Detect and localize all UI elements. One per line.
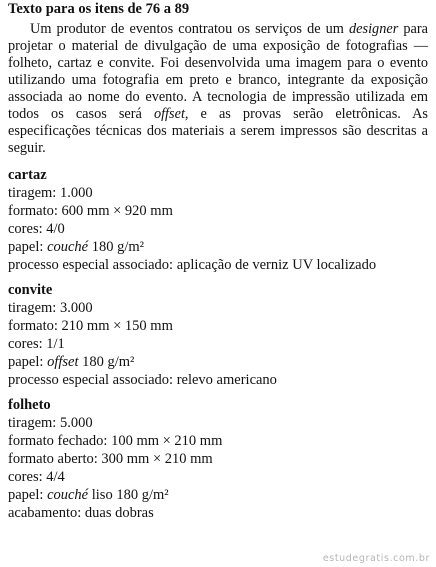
convite-papel-type: offset [47, 354, 79, 370]
folheto-tiragem: tiragem: 5.000 [8, 415, 93, 431]
folheto-papel-weight: liso 180 g/m² [88, 487, 169, 503]
intro-paragraph [8, 21, 428, 157]
convite-papel-weight: 180 g/m² [78, 354, 135, 370]
folheto-formato-aberto: formato aberto: 300 mm × 210 mm [8, 451, 213, 467]
convite-papel [8, 353, 428, 371]
convite-formato: formato: 210 mm × 150 mm [8, 318, 173, 334]
convite-papel-prefix: papel: [8, 354, 48, 370]
intro-text-2: para projetar o material de divulgação de uma exposição de fotografias — folheto, cartaz e convite. Foi desenvolvida uma imagem para o evento utilizando uma fotografia em preto e branco, integrante da exposição associada ao nome do evento. A tecnologia de impressão utilizada em todos os casos será [8, 21, 428, 122]
folheto-section [8, 396, 428, 522]
intro-offset-term: offset [153, 106, 185, 122]
cartaz-tiragem: tiragem: 1.000 [8, 185, 93, 201]
convite-heading: convite [8, 282, 53, 298]
folheto-papel-type: couché [47, 487, 89, 503]
folheto-cores: cores: 4/4 [8, 469, 65, 485]
folheto-acabamento: acabamento: duas dobras [8, 505, 154, 521]
folheto-formato-fechado: formato fechado: 100 mm × 210 mm [8, 433, 223, 449]
folheto-papel-prefix: papel: [8, 487, 48, 503]
folheto-heading: folheto [8, 397, 51, 413]
cartaz-cores: cores: 4/0 [8, 221, 65, 237]
site-watermark: estudegratis.com.br [322, 553, 430, 564]
folheto-papel [8, 486, 428, 504]
cartaz-papel-prefix: papel: [8, 239, 48, 255]
convite-processo: processo especial associado: relevo americano [8, 372, 277, 388]
convite-section [8, 281, 428, 389]
cartaz-processo: processo especial associado: aplicação de verniz UV localizado [8, 257, 377, 273]
cartaz-papel [8, 238, 428, 256]
intro-text-3: , e as provas serão eletrônicas. As especificações técnicas dos materiais a serem impressos são descritas a seguir. [8, 106, 428, 156]
cartaz-papel-weight: 180 g/m² [88, 239, 145, 255]
convite-tiragem: tiragem: 3.000 [8, 300, 93, 316]
cartaz-formato: formato: 600 mm × 920 mm [8, 203, 173, 219]
cartaz-section [8, 166, 428, 274]
cartaz-heading: cartaz [8, 167, 47, 183]
document-title: Texto para os itens de 76 a 89 [8, 1, 190, 17]
cartaz-papel-type: couché [47, 239, 89, 255]
intro-text-1: Um produtor de eventos contratou os serviços de um [30, 21, 350, 37]
convite-cores: cores: 1/1 [8, 336, 65, 352]
intro-designer-term: designer [349, 21, 399, 37]
